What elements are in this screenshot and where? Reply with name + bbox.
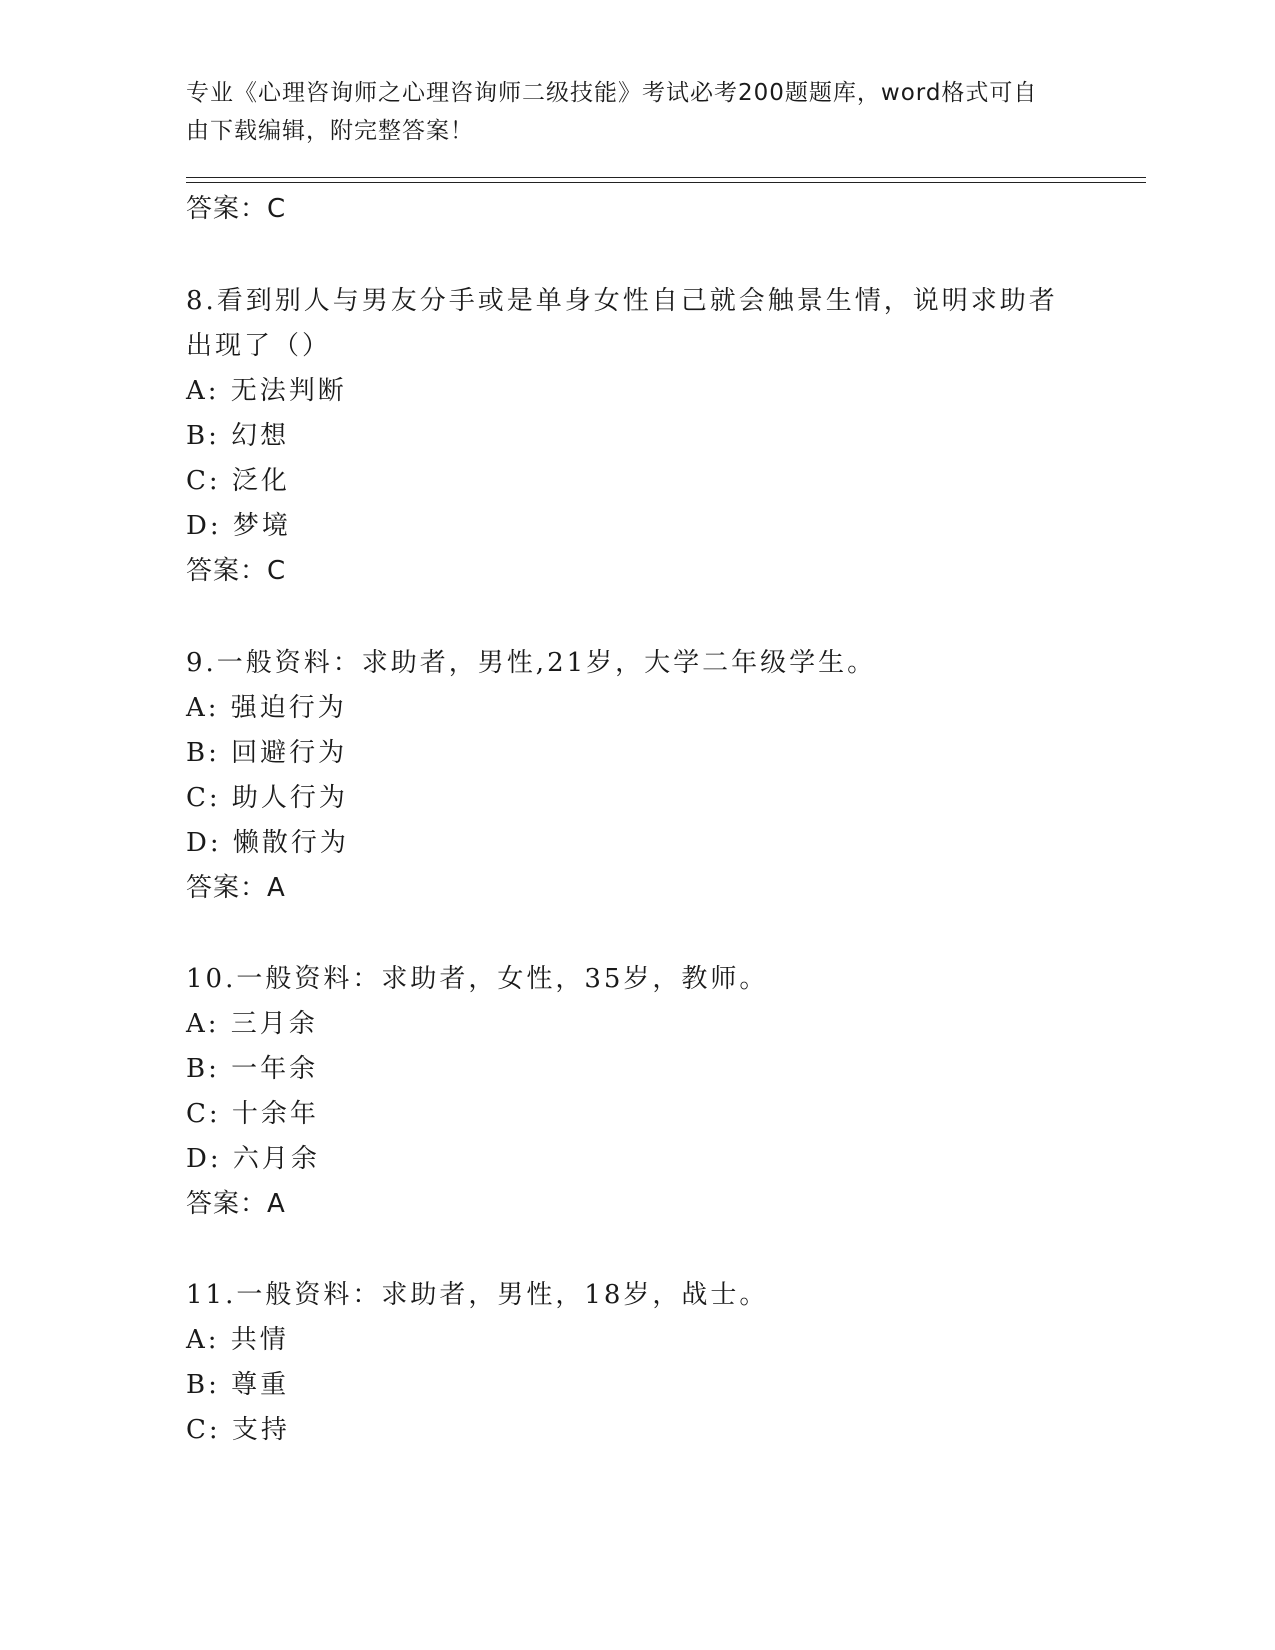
question-8-answer: 答案：C <box>186 556 287 586</box>
previous-answer: 答案：C <box>186 194 287 224</box>
question-11-text: 11.一般资料：求助者，男性，18岁，战士。 <box>186 1280 769 1310</box>
question-8-option-c: C: 泛化 <box>186 466 290 496</box>
header-line-2: 由下载编辑，附完整答案！ <box>186 118 474 144</box>
question-10-option-b: B: 一年余 <box>186 1054 319 1084</box>
question-9-option-a: A: 强迫行为 <box>186 693 347 723</box>
question-10-option-d: D: 六月余 <box>186 1144 320 1174</box>
question-10-option-a: A: 三月余 <box>186 1009 318 1039</box>
question-11-option-c: C: 支持 <box>186 1415 290 1445</box>
question-8-option-b: B: 幻想 <box>186 421 290 451</box>
question-8-option-d: D: 梦境 <box>186 511 291 541</box>
question-10-option-c: C: 十余年 <box>186 1099 319 1129</box>
question-9-option-b: B: 回避行为 <box>186 738 348 768</box>
header-line-1: 专业《心理咨询师之心理咨询师二级技能》考试必考200题题库，word格式可自 <box>186 80 1038 106</box>
question-8-option-a: A: 无法判断 <box>186 376 347 406</box>
question-9-text: 9.一般资料：求助者，男性,21岁，大学二年级学生。 <box>186 648 877 678</box>
question-9-answer: 答案：A <box>186 873 286 903</box>
question-11-option-b: B: 尊重 <box>186 1370 290 1400</box>
question-8-text-line-1: 8.看到别人与男友分手或是单身女性自己就会触景生情，说明求助者 <box>186 286 1058 316</box>
header-divider-top <box>186 177 1146 178</box>
question-10-answer: 答案：A <box>186 1189 286 1219</box>
question-8-text-line-2: 出现了（） <box>186 331 332 361</box>
question-10-text: 10.一般资料：求助者，女性，35岁，教师。 <box>186 964 769 994</box>
question-11-option-a: A: 共情 <box>186 1325 289 1355</box>
header-divider-bottom <box>186 182 1146 183</box>
question-9-option-d: D: 懒散行为 <box>186 828 349 858</box>
document-header <box>186 74 1066 150</box>
question-9-option-c: C: 助人行为 <box>186 783 348 813</box>
